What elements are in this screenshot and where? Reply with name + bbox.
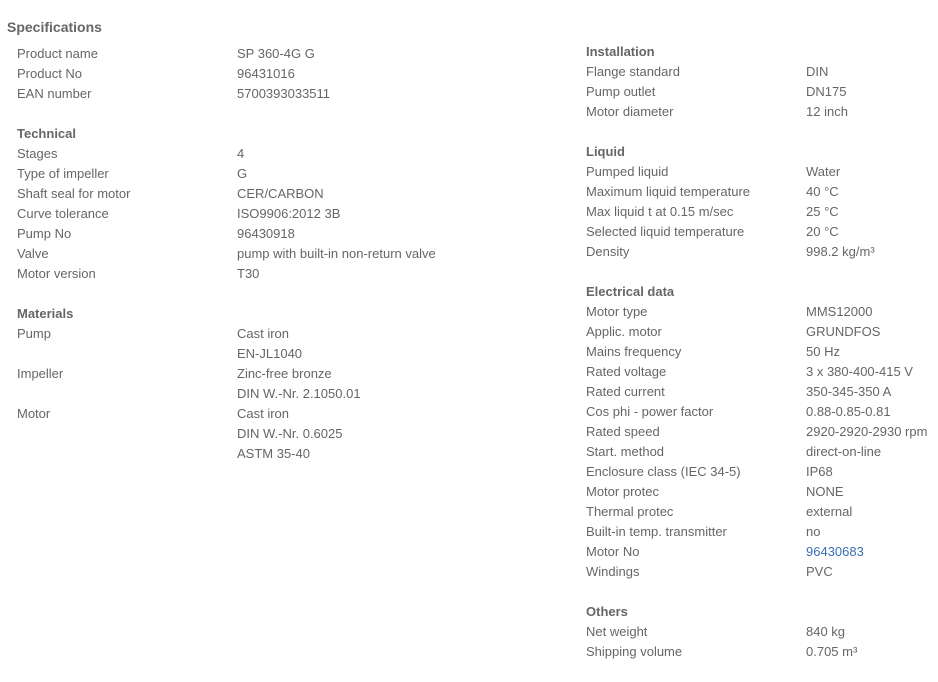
spec-value: 40 °C xyxy=(806,184,839,199)
spec-row-stages xyxy=(17,144,497,164)
spec-values xyxy=(806,462,833,482)
spec-value: 840 kg xyxy=(806,624,846,639)
spec-values xyxy=(237,224,295,244)
spec-label: Valve xyxy=(17,246,49,261)
spec-row-shaft-seal-for-motor xyxy=(17,184,497,204)
spec-row-max-liquid-t-at-0-15-m-sec xyxy=(586,202,938,222)
spec-values xyxy=(806,422,927,442)
spec-label: Motor type xyxy=(586,304,648,319)
spec-value: 4 xyxy=(237,146,245,161)
spec-row-flange-standard xyxy=(586,62,938,82)
section-title: Electrical data xyxy=(586,284,675,299)
spec-values xyxy=(806,402,891,422)
spec-value: EN-JL1040 xyxy=(237,346,303,361)
spec-values xyxy=(806,622,845,642)
spec-value: 12 inch xyxy=(806,104,848,119)
spec-label: Motor diameter xyxy=(586,104,674,119)
spec-values xyxy=(806,382,891,402)
spec-row-density xyxy=(586,242,938,262)
spec-value: 0.705 m³ xyxy=(806,644,858,659)
spec-label: Net weight xyxy=(586,624,648,639)
spec-value: CER/CARBON xyxy=(237,186,324,201)
spec-values xyxy=(237,244,436,264)
spec-label: Rated voltage xyxy=(586,364,667,379)
spec-label: Type of impeller xyxy=(17,166,109,181)
spec-values xyxy=(237,184,324,204)
spec-values xyxy=(806,102,848,122)
spec-row-pump-outlet xyxy=(586,82,938,102)
spec-row-maximum-liquid-temperature xyxy=(586,182,938,202)
spec-row-impeller xyxy=(17,364,497,404)
section-title: Others xyxy=(586,604,628,619)
spec-section-materials xyxy=(17,304,497,464)
spec-row-windings xyxy=(586,562,938,582)
spec-row-motor xyxy=(17,404,497,464)
spec-value: IP68 xyxy=(806,464,833,479)
spec-label: Rated speed xyxy=(586,424,660,439)
spec-row-rated-voltage xyxy=(586,362,938,382)
spec-label: Flange standard xyxy=(586,64,680,79)
spec-values xyxy=(237,44,315,64)
spec-label: Pumped liquid xyxy=(586,164,669,179)
spec-values xyxy=(237,404,342,464)
section-title: Installation xyxy=(586,44,655,59)
spec-value: ASTM 35-40 xyxy=(237,446,310,461)
spec-values xyxy=(806,362,913,382)
spec-row-curve-tolerance xyxy=(17,204,497,224)
spec-label: Motor protec xyxy=(586,484,659,499)
spec-values xyxy=(806,542,864,562)
spec-values xyxy=(806,202,839,222)
spec-value: direct-on-line xyxy=(806,444,882,459)
spec-row-pump-no xyxy=(17,224,497,244)
specs-left-column xyxy=(17,44,497,484)
spec-label: Built-in temp. transmitter xyxy=(586,524,727,539)
spec-label: Applic. motor xyxy=(586,324,662,339)
spec-value: 96430918 xyxy=(237,226,295,241)
spec-value: 20 °C xyxy=(806,224,839,239)
spec-row-shipping-volume xyxy=(586,642,938,662)
spec-value: 50 Hz xyxy=(806,344,840,359)
spec-value: DIN W.-Nr. 2.1050.01 xyxy=(237,386,361,401)
spec-label: Maximum liquid temperature xyxy=(586,184,751,199)
spec-label: Impeller xyxy=(17,366,64,381)
spec-values xyxy=(806,162,840,182)
spec-label: Thermal protec xyxy=(586,504,674,519)
spec-values xyxy=(806,222,839,242)
spec-section-general xyxy=(17,44,497,104)
spec-value: 96431016 xyxy=(237,66,295,81)
spec-value: 350-345-350 A xyxy=(806,384,892,399)
spec-row-ean-number xyxy=(17,84,497,104)
spec-label: Shaft seal for motor xyxy=(17,186,131,201)
spec-values xyxy=(237,84,330,104)
spec-label: EAN number xyxy=(17,86,92,101)
spec-label: Selected liquid temperature xyxy=(586,224,745,239)
spec-section-liquid xyxy=(586,142,938,262)
spec-value: DN175 xyxy=(806,84,847,99)
spec-value: GRUNDFOS xyxy=(806,324,881,339)
spec-row-thermal-protec xyxy=(586,502,938,522)
spec-values xyxy=(806,322,880,342)
spec-value: NONE xyxy=(806,484,844,499)
spec-label: Stages xyxy=(17,146,58,161)
spec-label: Pump No xyxy=(17,226,72,241)
spec-value: pump with built-in non-return valve xyxy=(237,246,436,261)
spec-label: Mains frequency xyxy=(586,344,682,359)
spec-label: Product name xyxy=(17,46,98,61)
spec-row-motor-version xyxy=(17,264,497,284)
spec-row-cos-phi-power-factor xyxy=(586,402,938,422)
spec-section-installation xyxy=(586,42,938,122)
spec-value: Cast iron xyxy=(237,326,290,341)
spec-value: G xyxy=(237,166,248,181)
spec-value: 3 x 380-400-415 V xyxy=(806,364,913,379)
section-title: Liquid xyxy=(586,144,625,159)
spec-row-motor-protec xyxy=(586,482,938,502)
spec-value: external xyxy=(806,504,853,519)
spec-row-product-name xyxy=(17,44,497,64)
spec-label: Motor xyxy=(17,406,51,421)
spec-values xyxy=(237,204,340,224)
spec-section-electrical-data xyxy=(586,282,938,582)
spec-label: Max liquid t at 0.15 m/sec xyxy=(586,204,734,219)
spec-value: 25 °C xyxy=(806,204,839,219)
spec-row-product-no xyxy=(17,64,497,84)
spec-values xyxy=(237,64,295,84)
spec-row-applic-motor xyxy=(586,322,938,342)
spec-label: Curve tolerance xyxy=(17,206,109,221)
spec-row-motor-diameter xyxy=(586,102,938,122)
spec-values xyxy=(806,82,846,102)
spec-row-type-of-impeller xyxy=(17,164,497,184)
spec-value: MMS12000 xyxy=(806,304,873,319)
spec-row-valve xyxy=(17,244,497,264)
spec-value: DIN W.-Nr. 0.6025 xyxy=(237,426,343,441)
spec-section-others xyxy=(586,602,938,662)
spec-label: Rated current xyxy=(586,384,665,399)
spec-values xyxy=(806,522,820,542)
section-title: Technical xyxy=(17,126,77,141)
spec-value: Cast iron xyxy=(237,406,290,421)
spec-label: Product No xyxy=(17,66,83,81)
spec-value: Zinc-free bronze xyxy=(237,366,332,381)
spec-row-motor-no xyxy=(586,542,938,562)
spec-label: Motor No xyxy=(586,544,640,559)
spec-row-mains-frequency xyxy=(586,342,938,362)
spec-label: Pump xyxy=(17,326,51,341)
spec-value: DIN xyxy=(806,64,829,79)
spec-row-rated-current xyxy=(586,382,938,402)
spec-values xyxy=(237,364,361,404)
spec-values xyxy=(806,482,844,502)
spec-value: 0.88-0.85-0.81 xyxy=(806,404,891,419)
spec-values xyxy=(237,324,302,364)
spec-values xyxy=(237,144,244,164)
spec-label: Enclosure class (IEC 34-5) xyxy=(586,464,741,479)
spec-values xyxy=(806,62,828,82)
spec-row-pump xyxy=(17,324,497,364)
spec-label: Windings xyxy=(586,564,640,579)
spec-values xyxy=(237,264,259,284)
section-title: Materials xyxy=(17,306,74,321)
spec-row-rated-speed xyxy=(586,422,938,442)
spec-values xyxy=(806,442,881,462)
spec-value: ISO9906:2012 3B xyxy=(237,206,341,221)
spec-values xyxy=(806,302,872,322)
spec-values xyxy=(237,164,247,184)
spec-row-enclosure-class-iec-34-5 xyxy=(586,462,938,482)
spec-values xyxy=(806,242,875,262)
spec-row-start-method xyxy=(586,442,938,462)
spec-label: Pump outlet xyxy=(586,84,656,99)
spec-row-motor-type xyxy=(586,302,938,322)
spec-row-selected-liquid-temperature xyxy=(586,222,938,242)
spec-value: no xyxy=(806,524,821,539)
spec-label: Start. method xyxy=(586,444,665,459)
page-title: Specifications xyxy=(7,19,102,35)
specs-right-column xyxy=(586,42,938,682)
spec-section-technical xyxy=(17,124,497,284)
spec-value-link[interactable]: 96430683 xyxy=(806,544,864,559)
spec-values xyxy=(806,642,857,662)
spec-values xyxy=(806,182,839,202)
spec-label: Cos phi - power factor xyxy=(586,404,714,419)
spec-value: PVC xyxy=(806,564,833,579)
spec-label: Density xyxy=(586,244,630,259)
spec-value: 2920-2920-2930 rpm xyxy=(806,424,928,439)
spec-value: Water xyxy=(806,164,841,179)
spec-values xyxy=(806,342,840,362)
spec-label: Shipping volume xyxy=(586,644,683,659)
spec-values xyxy=(806,562,833,582)
spec-row-pumped-liquid xyxy=(586,162,938,182)
spec-value: SP 360-4G G xyxy=(237,46,315,61)
spec-value: 998.2 kg/m³ xyxy=(806,244,875,259)
spec-value: T30 xyxy=(237,266,260,281)
spec-value: 5700393033511 xyxy=(237,86,331,101)
spec-row-built-in-temp-transmitter xyxy=(586,522,938,542)
spec-row-net-weight xyxy=(586,622,938,642)
spec-label: Motor version xyxy=(17,266,96,281)
spec-values xyxy=(806,502,852,522)
